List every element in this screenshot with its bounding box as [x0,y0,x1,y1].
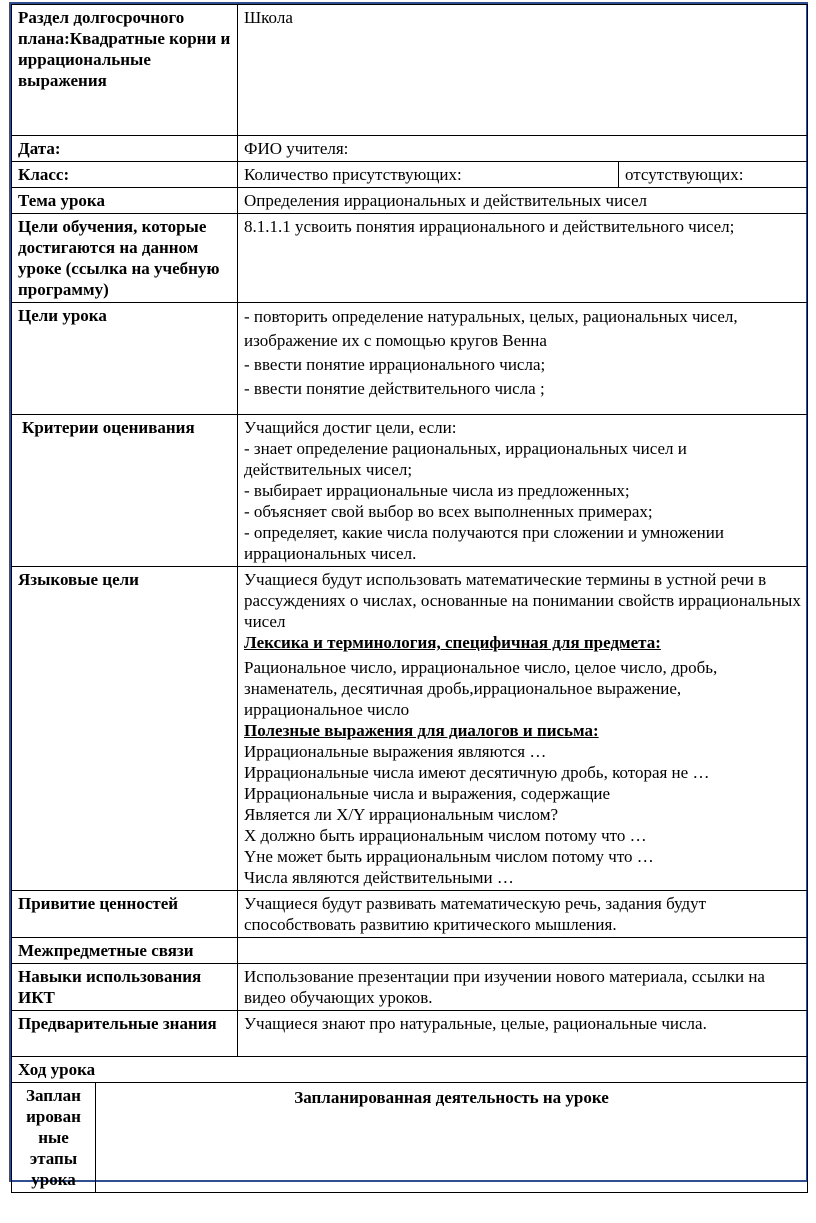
absent-field: отсутствующих: [619,162,808,188]
learning-goals-value: 8.1.1.1 усвоить понятия иррационального и действительного чисел; [238,214,808,303]
row-section [12,5,808,136]
row-ict [12,964,808,1011]
criteria-label: Критерии оценивания [12,415,238,567]
criteria-item: иррациональных чисел. [244,544,417,563]
criteria-list [238,415,808,567]
section-label: Раздел долгосрочного плана:Квадратные корни и иррациональные выражения [12,5,238,136]
row-topic [12,188,808,214]
cross-links-value [238,938,808,964]
school-field: Школа [238,5,808,136]
row-values [12,891,808,938]
lesson-plan-table [11,4,808,1193]
row-prior [12,1011,808,1057]
phrase-item: Иррациональные числа и выражения, содержащие [244,784,611,803]
phrase-item: Иррациональные числа имеют десятичную дробь, которая не … [244,763,710,782]
ict-label: Навыки использования ИКТ [12,964,238,1011]
activity-label: Запланированная деятельность на уроке [96,1083,808,1193]
language-goals-intro: Учащиеся будут использовать математические термины в устной речи в рассуждениях о числах, основанные на понимании свойств иррациональных чисел [244,570,801,631]
values-value: Учащиеся будут развивать математическую речь, задания будут способствовать развитию критического мышления. [238,891,808,938]
prior-label: Предварительные знания [12,1011,238,1057]
row-date [12,136,808,162]
date-label: Дата: [12,136,238,162]
cross-links-label: Межпредметные связи [12,938,238,964]
present-field: Количество присутствующих: [238,162,619,188]
row-class [12,162,808,188]
topic-value: Определения иррациональных и действительных чисел [238,188,808,214]
phrase-item: Числа являются действительными … [244,868,514,887]
language-goals-content [238,567,808,891]
stages-label: Заплан ирован ные этапы урока [12,1083,96,1193]
criteria-item: - выбирает иррациональные числа из предложенных; [244,481,630,500]
topic-label: Тема урока [12,188,238,214]
row-lesson-goals [12,303,808,415]
phrase-item: Является ли X/Y иррациональным числом? [244,805,559,824]
vocab-heading: Лексика и терминология, специфичная для предмета: [244,633,661,652]
row-cross-links [12,938,808,964]
teacher-field: ФИО учителя: [238,136,808,162]
lesson-goal-item: - ввести понятие действительного числа ; [244,379,545,398]
course-label: Ход урока [12,1057,808,1083]
phrase-item: Yне может быть иррациональным числом потому что … [244,847,654,866]
criteria-item: - объясняет свой выбор во всех выполненных примерах; [244,502,653,521]
class-label: Класс: [12,162,238,188]
criteria-item: Учащийся достиг цели, если: [244,418,457,437]
learning-goals-label: Цели обучения, которые достигаются на данном уроке (ссылка на учебную программу) [12,214,238,303]
lesson-goals-list [238,303,808,415]
lesson-goal-item: изображение их с помощью кругов Венна [244,331,547,350]
lesson-goals-label: Цели урока [12,303,238,415]
row-learning-goals [12,214,808,303]
values-label: Привитие ценностей [12,891,238,938]
row-criteria [12,415,808,567]
vocab-text: Рациональное число, иррациональное число, целое число, дробь, знаменатель, десятичная дробь,иррациональное выражение, иррациональное число [244,658,718,719]
criteria-item: - определяет, какие числа получаются при сложении и умножении [244,523,724,542]
language-goals-label: Языковые цели [12,567,238,891]
ict-value: Использование презентации при изучении нового материала, ссылки на видео обучающих уроков. [238,964,808,1011]
criteria-item: - знает определение рациональных, иррациональных чисел и действительных чисел; [244,439,687,479]
row-course [12,1057,808,1083]
prior-value: Учащиеся знают про натуральные, целые, рациональные числа. [238,1011,808,1057]
row-planned [12,1083,808,1193]
lesson-goal-item: - повторить определение натуральных, целых, рациональных чисел, [244,307,738,326]
phrase-item: Иррациональные выражения являются … [244,742,547,761]
phrase-item: X должно быть иррациональным числом потому что … [244,826,647,845]
row-language-goals [12,567,808,891]
phrases-heading: Полезные выражения для диалогов и письма: [244,721,599,740]
lesson-goal-item: - ввести понятие иррационального числа; [244,355,546,374]
